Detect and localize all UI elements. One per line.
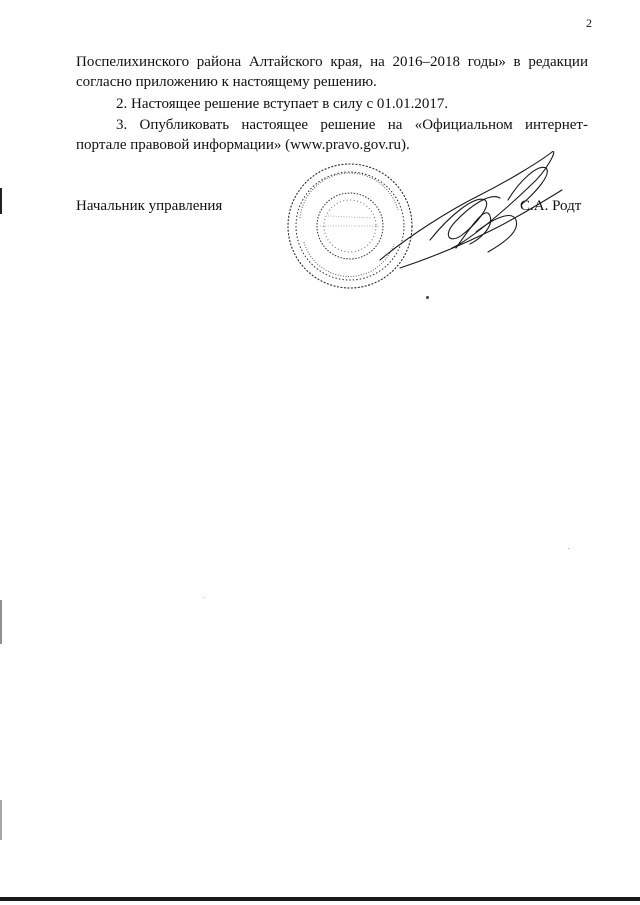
paragraph-1-line-1: Поспелихинского района Алтайского края, на 2016–2018 годы» в редакции: [76, 54, 588, 70]
paragraph-1-line-2: согласно приложению к настоящему решению.: [76, 74, 377, 90]
signatory-title: Начальник управления: [76, 198, 223, 214]
official-seal-and-signature: [280, 140, 600, 310]
paragraph-2: 2. Настоящее решение вступает в силу с 01.01.2017.: [116, 96, 449, 112]
paragraph-3-line-2: портале правовой информации» (www.pravo.gov.ru).: [76, 137, 410, 153]
signatory-name: С.А. Родт: [520, 198, 582, 214]
scan-speck: [426, 296, 429, 299]
page-number: 2: [586, 16, 592, 30]
scan-speck: [568, 548, 569, 549]
official-seal: [288, 164, 412, 288]
scan-bottom-edge: [0, 897, 640, 901]
scan-edge-mark: [0, 188, 2, 214]
scan-edge-mark: [0, 800, 2, 840]
paragraph-3-line-1: 3. Опубликовать настоящее решение на «Официальном интернет-: [116, 117, 588, 133]
scan-edge-mark: [0, 600, 2, 644]
scan-speck: [204, 597, 205, 598]
